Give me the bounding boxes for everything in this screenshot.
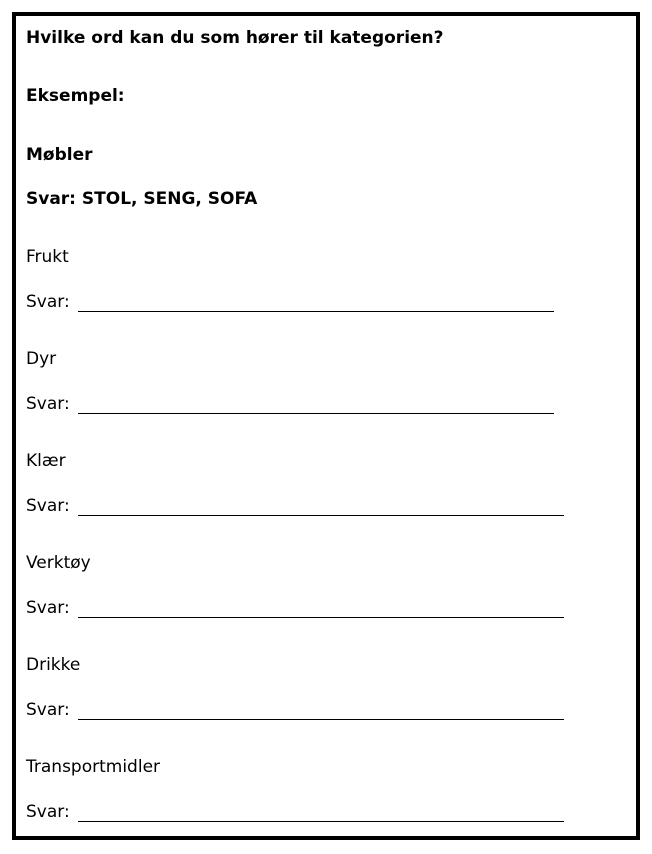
category-label-drikke: Drikke (26, 655, 81, 675)
answer-label: Svar: (26, 700, 70, 720)
example-heading: Eksempel: (26, 86, 125, 106)
answer-label: Svar: (26, 394, 70, 414)
category-label-transportmidler: Transportmidler (26, 757, 161, 777)
answer-blank-transportmidler[interactable] (78, 803, 564, 822)
answer-blank-klaer[interactable] (78, 497, 564, 516)
answer-row-verktoy (26, 598, 564, 618)
category-label-klaer: Klær (26, 451, 66, 471)
answer-label: Svar: (26, 496, 70, 516)
example-category: Møbler (26, 145, 93, 165)
category-label-frukt: Frukt (26, 247, 69, 267)
answer-blank-verktoy[interactable] (78, 599, 564, 618)
answer-label: Svar: (26, 598, 70, 618)
answer-blank-drikke[interactable] (78, 701, 564, 720)
answer-row-klaer (26, 496, 564, 516)
answer-label: Svar: (26, 292, 70, 312)
answer-blank-frukt[interactable] (78, 293, 554, 312)
answer-blank-dyr[interactable] (78, 395, 554, 414)
instruction-heading: Hvilke ord kan du som hører til kategorien? (26, 28, 444, 48)
answer-row-frukt (26, 292, 554, 312)
answer-row-drikke (26, 700, 564, 720)
answer-row-dyr (26, 394, 554, 414)
answer-label: Svar: (26, 802, 70, 822)
answer-row-transportmidler (26, 802, 564, 822)
category-label-dyr: Dyr (26, 349, 57, 369)
example-answer: Svar: STOL, SENG, SOFA (26, 189, 258, 209)
category-label-verktoy: Verktøy (26, 553, 91, 573)
